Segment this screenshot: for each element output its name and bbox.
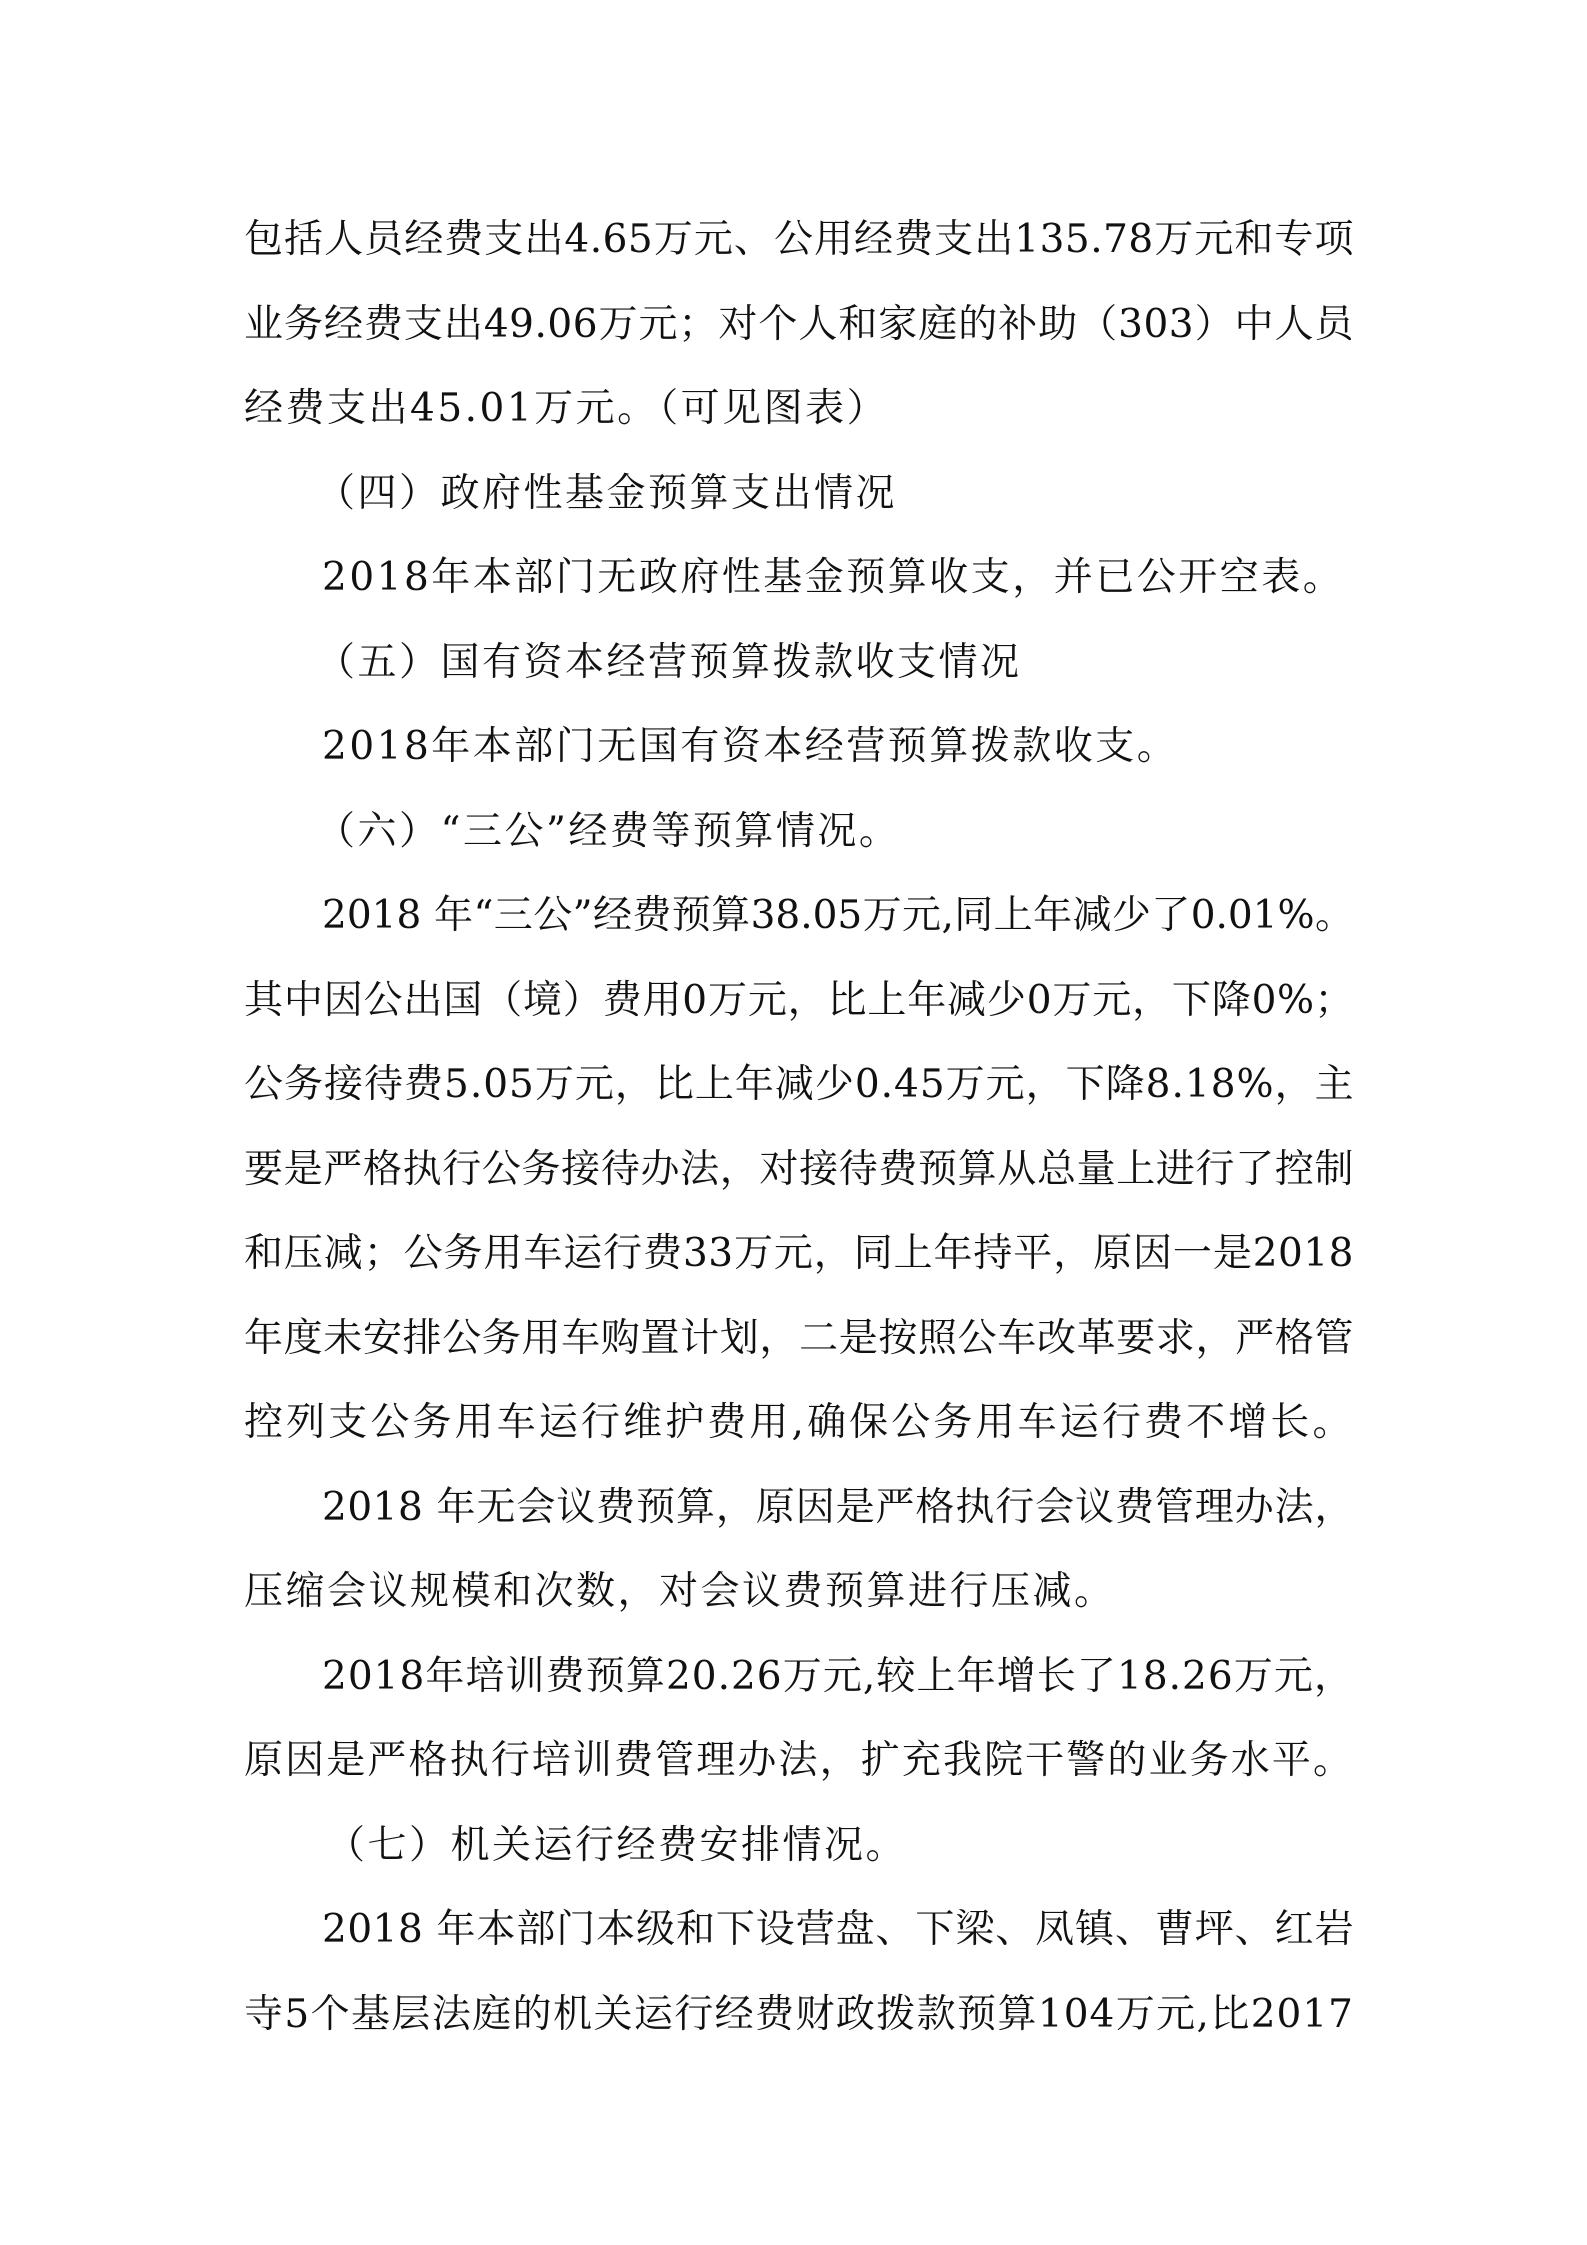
text-line: 2018年培训费预算20.26万元,较上年增长了18.26万元， xyxy=(322,1653,1354,1699)
section-heading: （六）“三公”经费等预算情况。 xyxy=(316,808,901,854)
section-heading: （七）机关运行经费安排情况。 xyxy=(326,1822,908,1868)
text-line: 公务接待费5.05万元，比上年减少0.45万元，下降8.18%，主 xyxy=(244,1062,1355,1107)
text-line: 包括人员经费支出4.65万元、公用经费支出135.78万元和专项 xyxy=(244,217,1354,262)
text-line: 要是严格执行公务接待办法，对接待费预算从总量上进行了控制 xyxy=(244,1146,1354,1192)
text-line: 2018年本部门无国有资本经营预算拨款收支。 xyxy=(322,724,1179,769)
text-line: 控列支公务用车运行维护费用,确保公务用车运行费不增长。 xyxy=(244,1400,1354,1445)
section-heading: （四）政府性基金预算支出情况 xyxy=(316,470,898,516)
text-line: 年度未安排公务用车购置计划，二是按照公车改革要求，严格管 xyxy=(244,1315,1354,1361)
text-line: 其中因公出国（境）费用0万元，比上年减少0万元，下降0%； xyxy=(244,977,1354,1023)
section-heading: （五）国有资本经营预算拨款收支情况 xyxy=(316,639,1022,685)
document-body xyxy=(244,198,1354,2057)
text-line: 2018 年无会议费预算，原因是严格执行会议费管理办法， xyxy=(322,1484,1354,1530)
text-line: 压缩会议规模和次数，对会议费预算进行压减。 xyxy=(244,1569,1116,1614)
text-line: 经费支出45.01万元。（可见图表） xyxy=(244,386,889,431)
text-line: 2018 年本部门本级和下设营盘、下梁、凤镇、曹坪、红岩 xyxy=(322,1907,1354,1952)
text-line: 2018 年“三公”经费预算38.05万元,同上年减少了0.01%。 xyxy=(322,893,1354,938)
text-line: 寺5个基层法庭的机关运行经费财政拨款预算104万元,比2017 xyxy=(244,1991,1354,2037)
text-line: 原因是严格执行培训费管理办法，扩充我院干警的业务水平。 xyxy=(244,1738,1354,1783)
text-line: 和压减；公务用车运行费33万元，同上年持平，原因一是2018 xyxy=(244,1231,1354,1276)
text-line: 2018年本部门无政府性基金预算收支，并已公开空表。 xyxy=(322,555,1345,600)
text-line: 业务经费支出49.06万元；对个人和家庭的补助（303）中人员 xyxy=(244,301,1354,347)
